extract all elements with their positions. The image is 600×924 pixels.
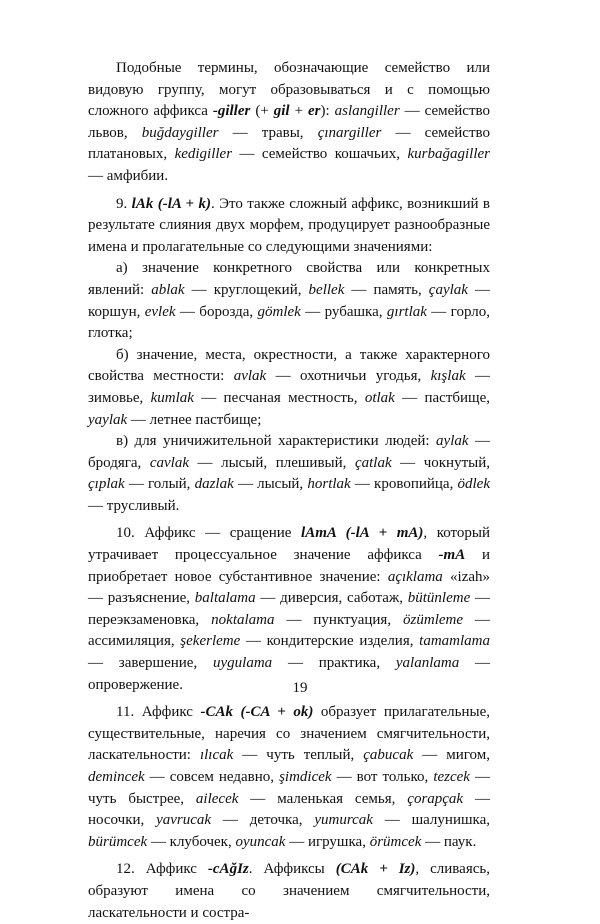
text-run: — мигом, — [413, 747, 490, 764]
turkish-word: ailecek — [195, 790, 239, 807]
turkish-word: çorapçak — [407, 790, 464, 807]
text-run: — летнее пастбище; — [127, 411, 262, 428]
turkish-word: cavlak — [149, 454, 189, 471]
affix-term: -cAğIz — [207, 861, 249, 878]
turkish-word: şekerleme — [180, 633, 241, 650]
text-run: — пастбище, — [394, 389, 490, 406]
affix-term: gil — [273, 103, 290, 120]
text-run: — семейство платановых, — [88, 124, 490, 163]
turkish-word: özümleme — [403, 611, 464, 628]
turkish-word: otlak — [364, 389, 395, 406]
turkish-word: uygulama — [213, 655, 273, 672]
turkish-word: yavrucak — [156, 812, 212, 829]
text-run: в) для уничижительной характеристики людей: — [116, 433, 437, 450]
text-run: 11. Аффикс — [116, 704, 201, 721]
turkish-word: kumlak — [150, 389, 194, 406]
text-run: — кондитерские изделия, — [240, 633, 420, 650]
text-run: — пунктуация, — [274, 611, 404, 628]
affix-term-wrapper — [274, 103, 290, 119]
turkish-word: çınargiller — [317, 124, 382, 141]
turkish-word: hortlak — [307, 476, 351, 493]
text-run: — деточка, — [211, 812, 315, 829]
affix-term-wrapper — [301, 525, 423, 541]
turkish-word: dazlak — [194, 476, 234, 493]
text-run: — кровопийца, — [350, 476, 458, 493]
text-run: — клубочек, — [147, 833, 236, 850]
text-run: — круглощекий, — [184, 281, 309, 298]
text-run: — игрушка, — [285, 833, 370, 850]
text-run: «izah» — разъяснение, — [88, 568, 491, 607]
text-run: , сливаясь, образуют имена со значением смягчительности, ласкательности и состра- — [88, 861, 490, 921]
turkish-word: gömlek — [257, 303, 301, 320]
text-run: , который утрачивает процессуальное значение аффикса — [88, 525, 490, 564]
paragraph-8 — [88, 859, 490, 924]
paragraph-3 — [88, 258, 490, 344]
turkish-word: ablak — [151, 281, 185, 298]
text-run: — носочки, — [88, 790, 490, 829]
paragraph-2 — [88, 194, 490, 259]
paragraph-6 — [88, 523, 490, 696]
turkish-word: kurbağagiller — [407, 146, 490, 163]
turkish-word: gırtlak — [386, 303, 427, 320]
turkish-word: açıklama — [387, 568, 443, 585]
text-run: — ассимиляция, — [88, 611, 491, 650]
text-run: — маленькая семья, — [238, 790, 408, 807]
text-run: . Это также сложный аффикс, возникший в результате слияния двух морфем, продуцирует разнообразные имена и пролагательные со следующими значениями: — [88, 195, 491, 255]
turkish-word: baltalama — [194, 590, 256, 607]
turkish-word: bellek — [308, 281, 345, 298]
turkish-word: çaylak — [428, 281, 468, 298]
text-run: а) значение конкретного свойства или конкретных явлений: — [88, 260, 490, 298]
text-run: б) значение, места, окрестности, а также характерного свойства местности: — [88, 346, 490, 385]
text-run: — семейство кошачьих, — [232, 146, 408, 163]
turkish-word: tezcek — [433, 769, 470, 785]
turkish-word: çıplak — [88, 476, 125, 493]
turkish-word: örümcek — [369, 833, 422, 850]
text-run: 10. Аффикс — сращение — [116, 525, 302, 542]
page-number: 19 — [292, 680, 308, 696]
affix-term-wrapper — [208, 861, 249, 877]
text-run: — борозда, — [175, 303, 258, 320]
turkish-word: çatlak — [354, 454, 392, 471]
text-run: 9. — [116, 195, 132, 212]
turkish-word: çabucak — [363, 747, 414, 764]
text-run: + — [289, 103, 309, 120]
affix-term: -CAk (-CA + ok) — [200, 704, 314, 721]
turkish-word: evlek — [144, 303, 176, 320]
text-run: и приобретает новое субстантивное значение: — [88, 547, 491, 585]
turkish-word: kışlak — [430, 368, 466, 385]
turkish-word: demincek — [88, 769, 145, 785]
text-run: — песчаная местность, — [193, 389, 365, 406]
turkish-word: aylak — [436, 433, 469, 450]
turkish-word: yaylak — [88, 411, 128, 428]
text-run: — охотничьи угодья, — [266, 368, 431, 385]
text-run: ): — [320, 103, 335, 120]
text-run: — голый, — [124, 476, 195, 493]
turkish-word: ödlek — [457, 476, 490, 493]
text-run: . Аффиксы — [248, 861, 336, 878]
turkish-word: aslangiller — [334, 103, 400, 120]
paragraph-5 — [88, 431, 490, 517]
affix-term-wrapper — [132, 196, 211, 212]
turkish-word: yalanlama — [395, 655, 460, 672]
paragraph-7 — [88, 702, 490, 853]
text-run: — зимовье, — [88, 368, 490, 406]
turkish-word: kedigiller — [174, 146, 233, 163]
text-run: — чуть быстрее, — [88, 769, 491, 807]
turkish-word: yumurcak — [314, 812, 373, 829]
text-run: — трусливый. — [88, 497, 180, 514]
turkish-word: şimdicek — [279, 769, 332, 785]
text-run: — чуть теплый, — [233, 747, 364, 764]
affix-term-wrapper — [213, 103, 251, 119]
text-run: — завершение, — [88, 655, 213, 672]
text-run: — практика, — [272, 655, 396, 672]
text-run: — шалунишка, — [372, 812, 490, 829]
turkish-word: ılıcak — [199, 747, 234, 764]
turkish-word: noktalama — [211, 611, 275, 628]
text-run: — лысый, — [233, 476, 308, 493]
text-run: — травы, — [218, 124, 318, 141]
text-run: — чокнутый, — [391, 454, 490, 471]
affix-term: lAk (-lA + k) — [131, 195, 211, 212]
turkish-word: bütünleme — [407, 590, 471, 607]
text-run: — бродяга, — [88, 433, 490, 471]
affix-term: lAmA (-lA + mA) — [301, 525, 424, 542]
turkish-word: buğdaygiller — [141, 124, 219, 141]
turkish-word: bürümcek — [88, 833, 148, 850]
text-run: — переэкзаменовка, — [88, 590, 490, 628]
text-run: — опровержение. — [88, 655, 491, 693]
turkish-word: oyuncak — [235, 833, 286, 850]
affix-term: -mA — [438, 547, 466, 564]
affix-term: er — [308, 103, 321, 120]
turkish-word: avlak — [233, 368, 267, 385]
paragraph-4 — [88, 345, 490, 431]
turkish-word: tamamlama — [419, 633, 490, 650]
text-run: — паук. — [421, 833, 477, 850]
text-run: — коршун, — [88, 281, 490, 320]
affix-term: -giller — [212, 103, 251, 120]
text-run: — семейство львов, — [88, 103, 490, 141]
affix-term-wrapper — [439, 547, 466, 563]
affix-term-wrapper — [200, 704, 313, 720]
text-run: — лысый, плешивый, — [188, 454, 355, 471]
text-run: (+ — [250, 103, 274, 120]
affix-term-wrapper — [336, 861, 416, 877]
text-run: — память, — [344, 281, 429, 298]
text-run: Подобные термины, обозначающие семейство или видовую группу, могут образовываться и с помощью сложного аффикса — [88, 60, 490, 120]
text-run: — рубашка, — [300, 303, 387, 320]
text-run: 12. Аффикс — [116, 861, 208, 878]
text-run: — горло, глотка; — [88, 303, 490, 342]
text-run: — вот только, — [331, 769, 434, 785]
affix-term: (CAk + Iz) — [335, 861, 416, 878]
text-run: образует прилагательные, существительные, наречия со значением смягчительности, ласкательности: — [88, 704, 490, 764]
page-body — [88, 58, 490, 924]
text-run: — диверсия, саботаж, — [255, 590, 408, 607]
text-run: — амфибии. — [88, 167, 169, 184]
affix-term-wrapper — [308, 103, 321, 119]
text-run: — совсем недавно, — [144, 769, 280, 785]
paragraph-1 — [88, 58, 490, 188]
